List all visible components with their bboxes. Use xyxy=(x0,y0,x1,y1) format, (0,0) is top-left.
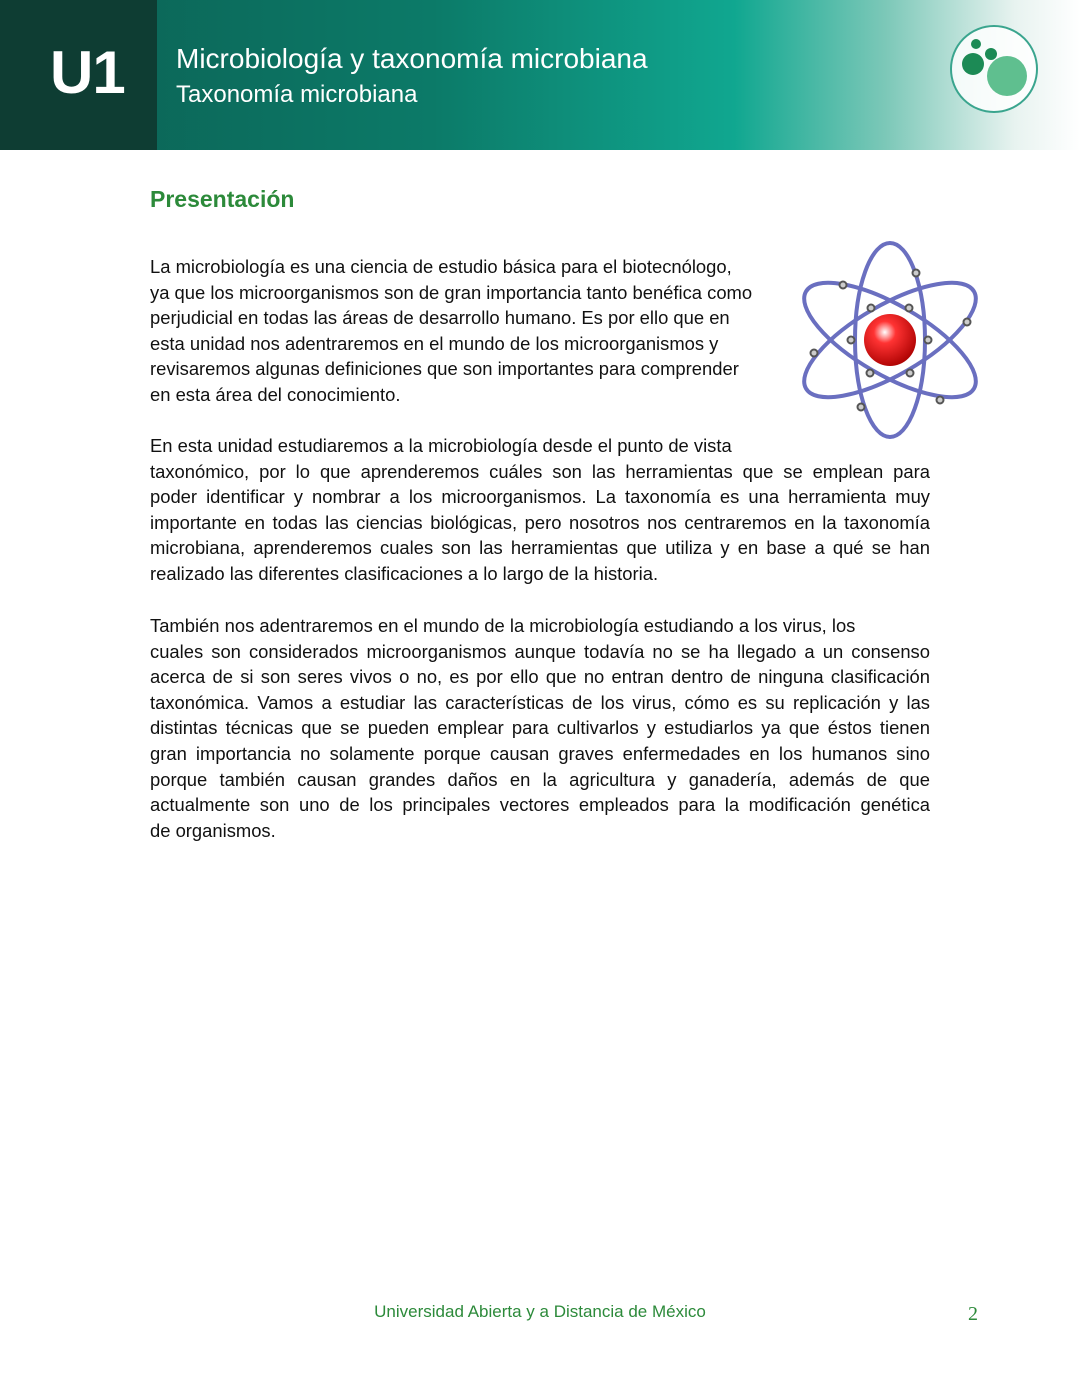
footer-institution: Universidad Abierta y a Distancia de México xyxy=(374,1302,706,1321)
paragraph-line: acerca de si son seres vivos o no, es por ello que no entran dentro de ninguna clasificación xyxy=(150,666,930,688)
microbe-logo-icon xyxy=(949,24,1041,116)
paragraph-line: taxonómico, por lo que aprenderemos cuáles son las herramientas que se emplean para xyxy=(150,460,930,482)
paragraph-line: También nos adentraremos en el mundo de la microbiología estudiando a los virus, los xyxy=(150,615,856,636)
page-number: 2 xyxy=(968,1303,978,1325)
paragraph-line: esta unidad nos adentraremos en el mundo de los microorganismos y xyxy=(150,332,719,354)
paragraph-line: cuales son considerados microorganismos aunque todavía no se ha llegado a un consenso xyxy=(150,640,930,662)
unit-box xyxy=(0,0,157,150)
paragraph-line: taxonómica. Vamos a estudiar las características de los virus, cómo es su replicación y las xyxy=(150,691,930,713)
paragraph-line: poder identificar y nombrar a los microorganismos. La taxonomía es una herramienta muy xyxy=(150,486,930,508)
paragraph-line: de organismos. xyxy=(150,819,276,841)
unit-label: U1 xyxy=(50,39,125,106)
paragraph-line: porque también causan grandes daños en la agricultura y ganadería, además de que xyxy=(150,768,930,790)
atom-illustration xyxy=(800,240,980,440)
paragraph-line: En esta unidad estudiaremos a la microbiología desde el punto de vista xyxy=(150,435,732,456)
section-title: Presentación xyxy=(150,186,295,212)
paragraph-line: microbiana, aprenderemos cuales son las herramientas que utiliza y en base a qué se han xyxy=(150,537,930,559)
paragraph-line: importante en todas las ciencias biológicas, pero nosotros nos centraremos en la taxonomía xyxy=(150,511,930,533)
header-banner xyxy=(0,0,1080,150)
paragraph-line: en esta área del conocimiento. xyxy=(150,384,401,405)
paragraph-line: La microbiología es una ciencia de estudio básica para el biotecnólogo, xyxy=(150,256,732,277)
paragraph-line: ya que los microorganismos son de gran importancia tanto benéfica como xyxy=(150,281,753,303)
paragraph-line: perjudicial en todas las áreas de desarrollo humano. Es por ello que en xyxy=(150,307,730,329)
paragraph-line: gran importancia no solamente porque causan graves enfermedades en los humanos sino xyxy=(150,743,930,764)
paragraph-line: revisaremos algunas definiciones que son importantes para comprender xyxy=(150,358,739,380)
topic-subtitle: Taxonomía microbiana xyxy=(176,81,418,108)
paragraph-line: realizado las diferentes clasificaciones a lo largo de la historia. xyxy=(150,563,659,584)
course-title: Microbiología y taxonomía microbiana xyxy=(176,43,648,74)
paragraph-line: actualmente son uno de los principales vectores empleados para la modificación genética xyxy=(150,794,930,816)
paragraph-line: distintas técnicas que se pueden emplear para cultivarlos y estudiarlos ya que éstos tienen xyxy=(150,717,930,739)
